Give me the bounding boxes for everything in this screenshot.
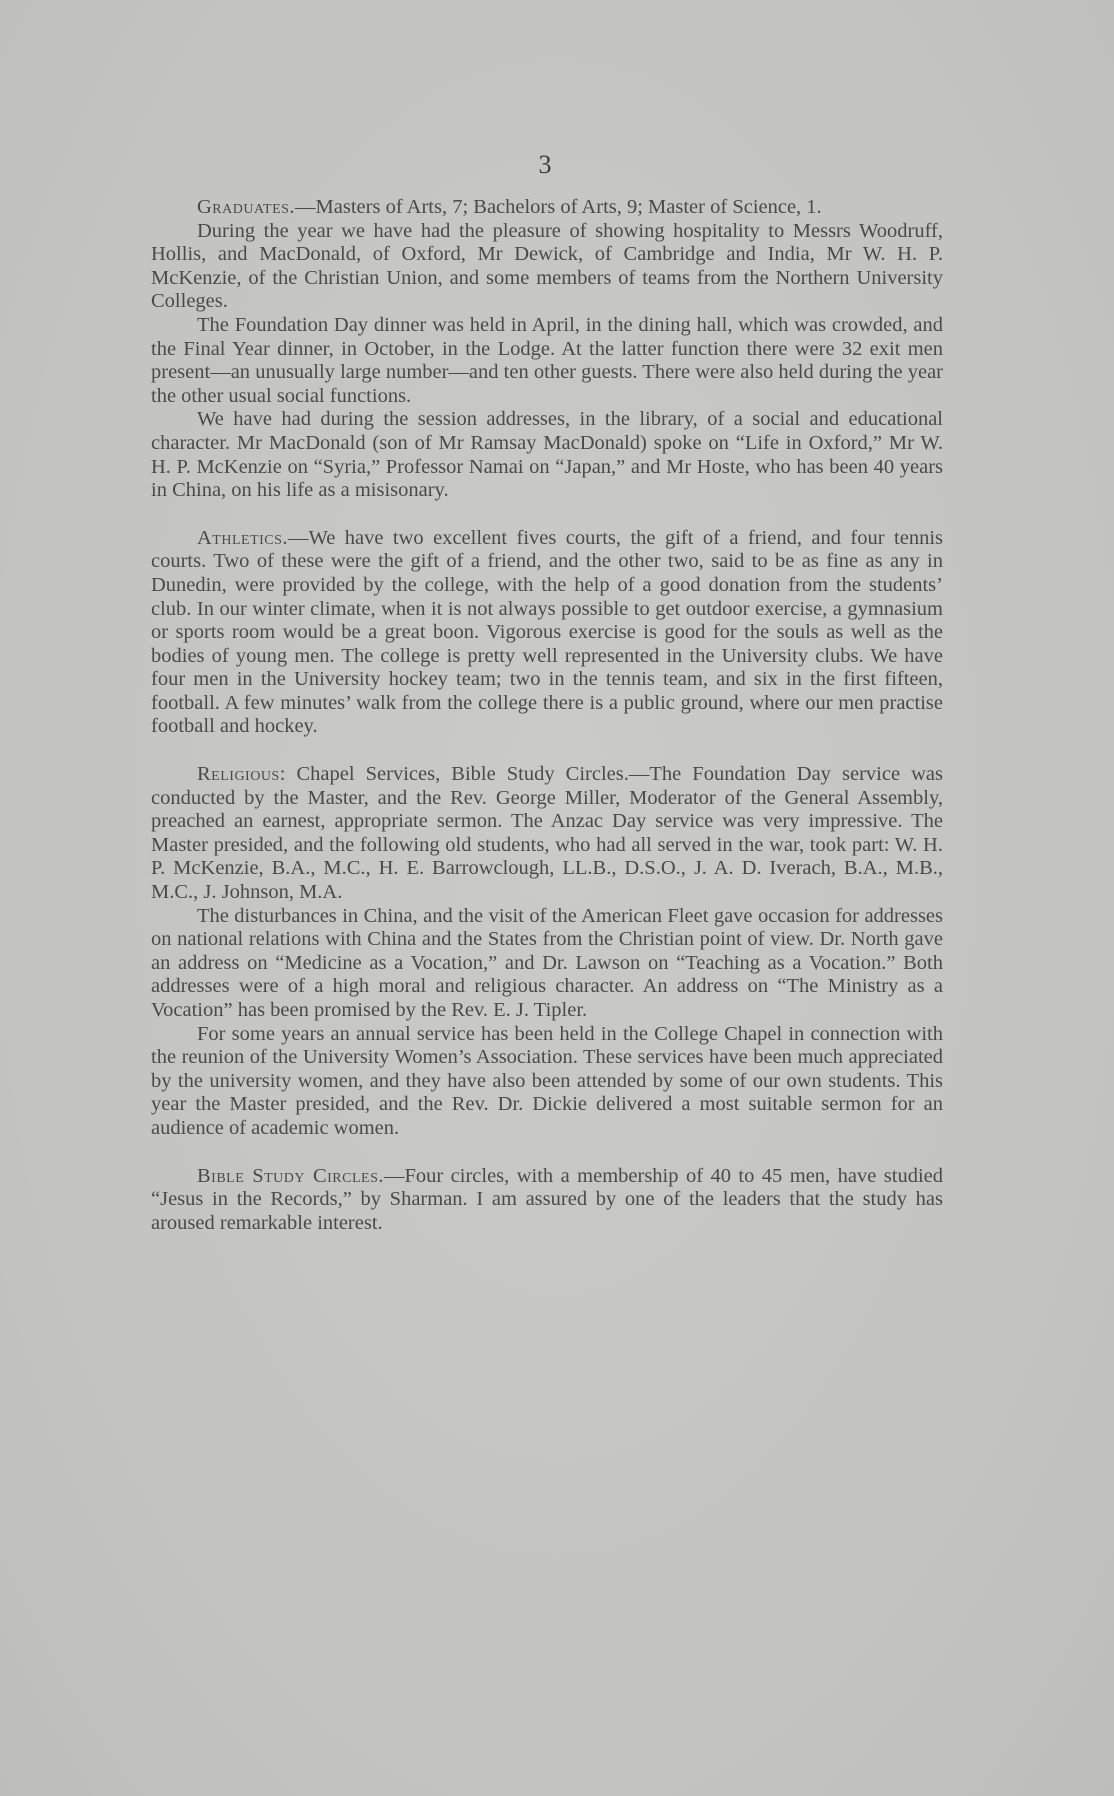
paragraph-text: —Four circles, with a membership of 40 to 45 men, have studied “Jesus in the Records,” by Sharman. I am assured by one of the leaders that the study has aroused remarkable interest.: [151, 1164, 943, 1234]
paragraph-text: During the year we have had the pleasure of showing hospitality to Messrs Woodruff, Hollis, and MacDonald, of Oxford, Mr Dewick, of Cambridge and India, Mr W. H. P. McKenzie, of the Christian Union, and some members of teams from the Northern University Colleges.: [151, 219, 943, 313]
section-bible-study: [151, 1165, 943, 1236]
paragraph: [151, 1023, 943, 1141]
paragraph: [151, 1165, 943, 1236]
body-text: [151, 196, 943, 1235]
paragraph: [151, 905, 943, 1023]
paragraph-text: —Masters of Arts, 7; Bachelors of Arts, 9; Master of Science, 1.: [295, 196, 822, 218]
page-number: 3: [538, 150, 552, 179]
section-heading: Graduates.: [197, 196, 296, 218]
section-heading: Athletics.: [197, 526, 289, 549]
paragraph: [151, 220, 943, 314]
paragraph-text: : Chapel Services, Bible Study Circles.—The Foundation Day service was conducted by the Master, and the Rev. George Miller, Moderator of the General Assembly, preached an earnest, appropriate sermon. The Anzac Day service was very impressive. The Master presided, and the following old students, who had all served in the war, took part: W. H. P. McKenzie, B.A., M.C., H. E. Barrowclough, LL.B., D.S.O., J. A. D. Iverach, B.A., M.B., M.C., J. Johnson, M.A.: [151, 763, 943, 904]
paragraph-text: The Foundation Day dinner was held in April, in the dining hall, which was crowded, and the Final Year dinner, in October, in the Lodge. At the latter function there were 32 exit men present—an unusually large number—and ten other guests. There were also held during the year the other usual social functions.: [151, 313, 943, 407]
section-athletics: [151, 527, 943, 739]
paragraph-text: The disturbances in China, and the visit of the American Fleet gave occasion for addresses on national relations with China and the States from the Christian point of view. Dr. North gave an address on “Medicine as a Vocation,” and Dr. Lawson on “Teaching as a Vocation.” Both addresses were of a high moral and religious character. An address on “The Ministry as a Vocation” has been promised by the Rev. E. J. Tipler.: [151, 904, 943, 1021]
section-graduates: [151, 196, 943, 503]
paragraph: [151, 196, 943, 220]
section-religious: [151, 763, 943, 1141]
paragraph: [151, 527, 943, 739]
paragraph: [151, 763, 943, 905]
paragraph: [151, 314, 943, 408]
paragraph-text: We have had during the session addresses, in the library, of a social and educational character. Mr MacDonald (son of Mr Ramsay MacDonald) spoke on “Life in Oxford,” Mr W. H. P. McKenzie on “Syria,” Professor Namai on “Japan,” and Mr Hoste, who has been 40 years in China, on his life as a misisonary.: [151, 408, 943, 502]
paragraph-text: For some years an annual service has been held in the College Chapel in connection with the reunion of the University Women’s Association. These services have been much appreciated by the university women, and they have also been attended by some of our own students. This year the Master presided, and the Rev. Dr. Dickie delivered a most suitable sermon for an audience of academic women.: [151, 1022, 943, 1139]
section-heading: Religious: [197, 763, 280, 786]
paragraph: [151, 408, 943, 502]
section-heading: Bible Study Circles.: [197, 1164, 384, 1187]
paragraph-text: —We have two excellent fives courts, the gift of a friend, and four tennis courts. Two of these were the gift of a friend, and the other two, said to be as fine as any in Dunedin, were provided by the college, with the help of a good donation from the students’ club. In our winter climate, when it is not always possible to get outdoor exercise, a gymnasium or sports room would be a great boon. Vigorous exercise is good for the souls as well as the bodies of young men. The college is pretty well represented in the University clubs. We have four men in the University hockey team; two in the tennis team, and six in the first fifteen, football. A few minutes’ walk from the college there is a public ground, where our men practise football and hockey.: [151, 526, 943, 738]
